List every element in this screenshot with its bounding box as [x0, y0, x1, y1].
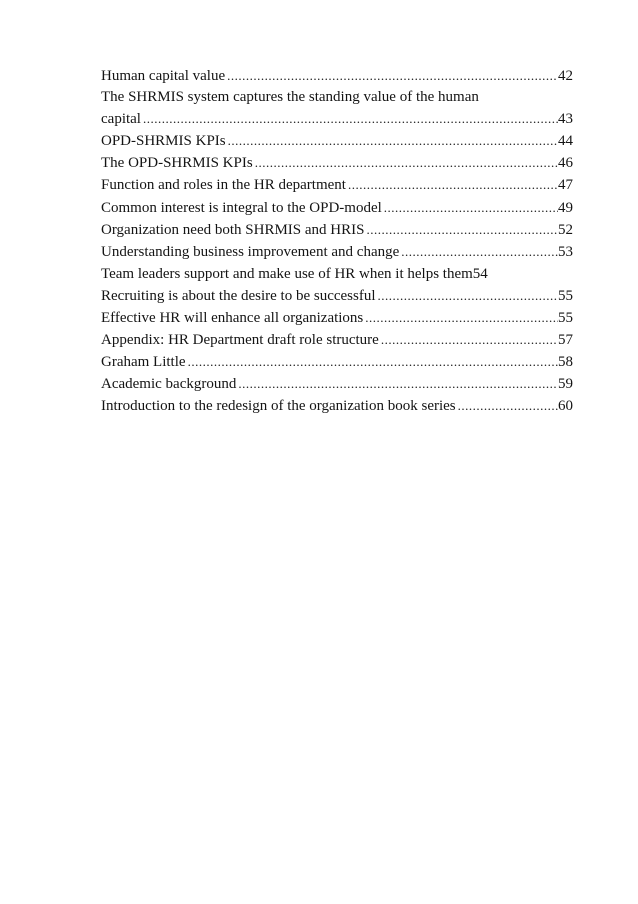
toc-page-number: 49 [558, 199, 573, 216]
toc-entry[interactable] [101, 329, 573, 351]
toc-entry[interactable] [101, 197, 573, 219]
toc-dot-leader [364, 219, 558, 240]
toc-page-number: 52 [558, 221, 573, 238]
toc-dot-leader [226, 130, 558, 151]
toc-entry[interactable] [101, 395, 573, 417]
toc-page-number: 54 [472, 265, 488, 282]
toc-entry-title: The OPD-SHRMIS KPIs [101, 155, 253, 172]
toc-page-number: 60 [558, 398, 573, 415]
toc-dot-leader [186, 351, 558, 372]
toc-entry-title: Graham Little [101, 354, 186, 371]
toc-entry[interactable] [101, 130, 573, 152]
toc-dot-leader [399, 241, 558, 262]
toc-page-number: 59 [558, 376, 573, 393]
toc-entry[interactable] [101, 87, 573, 130]
toc-dot-leader [236, 373, 558, 394]
toc-entry[interactable] [101, 174, 573, 196]
toc-entry[interactable] [101, 373, 573, 395]
toc-entry[interactable] [101, 241, 573, 263]
toc-page-number: 46 [558, 155, 573, 172]
toc-dot-leader [382, 197, 558, 218]
toc-entry-title: Introduction to the redesign of the organization book series [101, 398, 456, 415]
toc-entry-title: Appendix: HR Department draft role structure [101, 332, 379, 349]
toc-page-number: 58 [558, 354, 573, 371]
toc-page-number: 55 [558, 310, 573, 327]
toc-entry-title: Common interest is integral to the OPD-model [101, 199, 382, 216]
toc-entry[interactable] [101, 307, 573, 329]
toc-entry[interactable] [101, 285, 573, 307]
toc-entry-title: Academic background [101, 376, 237, 393]
toc-entry[interactable] [101, 65, 573, 87]
toc-dot-leader [456, 395, 558, 416]
toc-page-number: 53 [558, 243, 573, 260]
toc-entry-title: OPD-SHRMIS KPIs [101, 133, 226, 150]
toc-dot-leader [376, 285, 558, 306]
toc-dot-leader [379, 329, 558, 350]
toc-page-number: 55 [558, 287, 573, 304]
toc-entry[interactable] [101, 219, 573, 241]
toc-dot-leader [346, 174, 558, 195]
toc-entry-title: Effective HR will enhance all organizations [101, 310, 364, 327]
toc-page-number: 57 [558, 332, 573, 349]
toc-page-number: 47 [558, 177, 573, 194]
toc-entry-title: Recruiting is about the desire to be successful [101, 287, 376, 304]
toc-entry-title-continued: capital [101, 111, 141, 128]
table-of-contents [101, 65, 573, 418]
toc-entry[interactable] [101, 351, 573, 373]
toc-entry[interactable] [101, 263, 573, 285]
toc-dot-leader [363, 307, 558, 328]
toc-dot-leader [141, 108, 558, 129]
toc-page-number: 42 [558, 68, 573, 84]
toc-entry-title: The SHRMIS system captures the standing value of the human [101, 89, 479, 106]
toc-entry-title: Understanding business improvement and change [101, 243, 400, 260]
toc-entry[interactable] [101, 152, 573, 174]
toc-page-number: 44 [558, 133, 573, 150]
toc-entry-title: Team leaders support and make use of HR when it helps them [101, 265, 473, 282]
toc-page-number: 43 [558, 111, 573, 128]
toc-entry-title: Function and roles in the HR department [101, 177, 346, 194]
toc-dot-leader [225, 65, 558, 86]
toc-entry-title: Organization need both SHRMIS and HRIS [101, 221, 365, 238]
toc-dot-leader [253, 152, 558, 173]
toc-entry-title: Human capital value [101, 68, 226, 84]
